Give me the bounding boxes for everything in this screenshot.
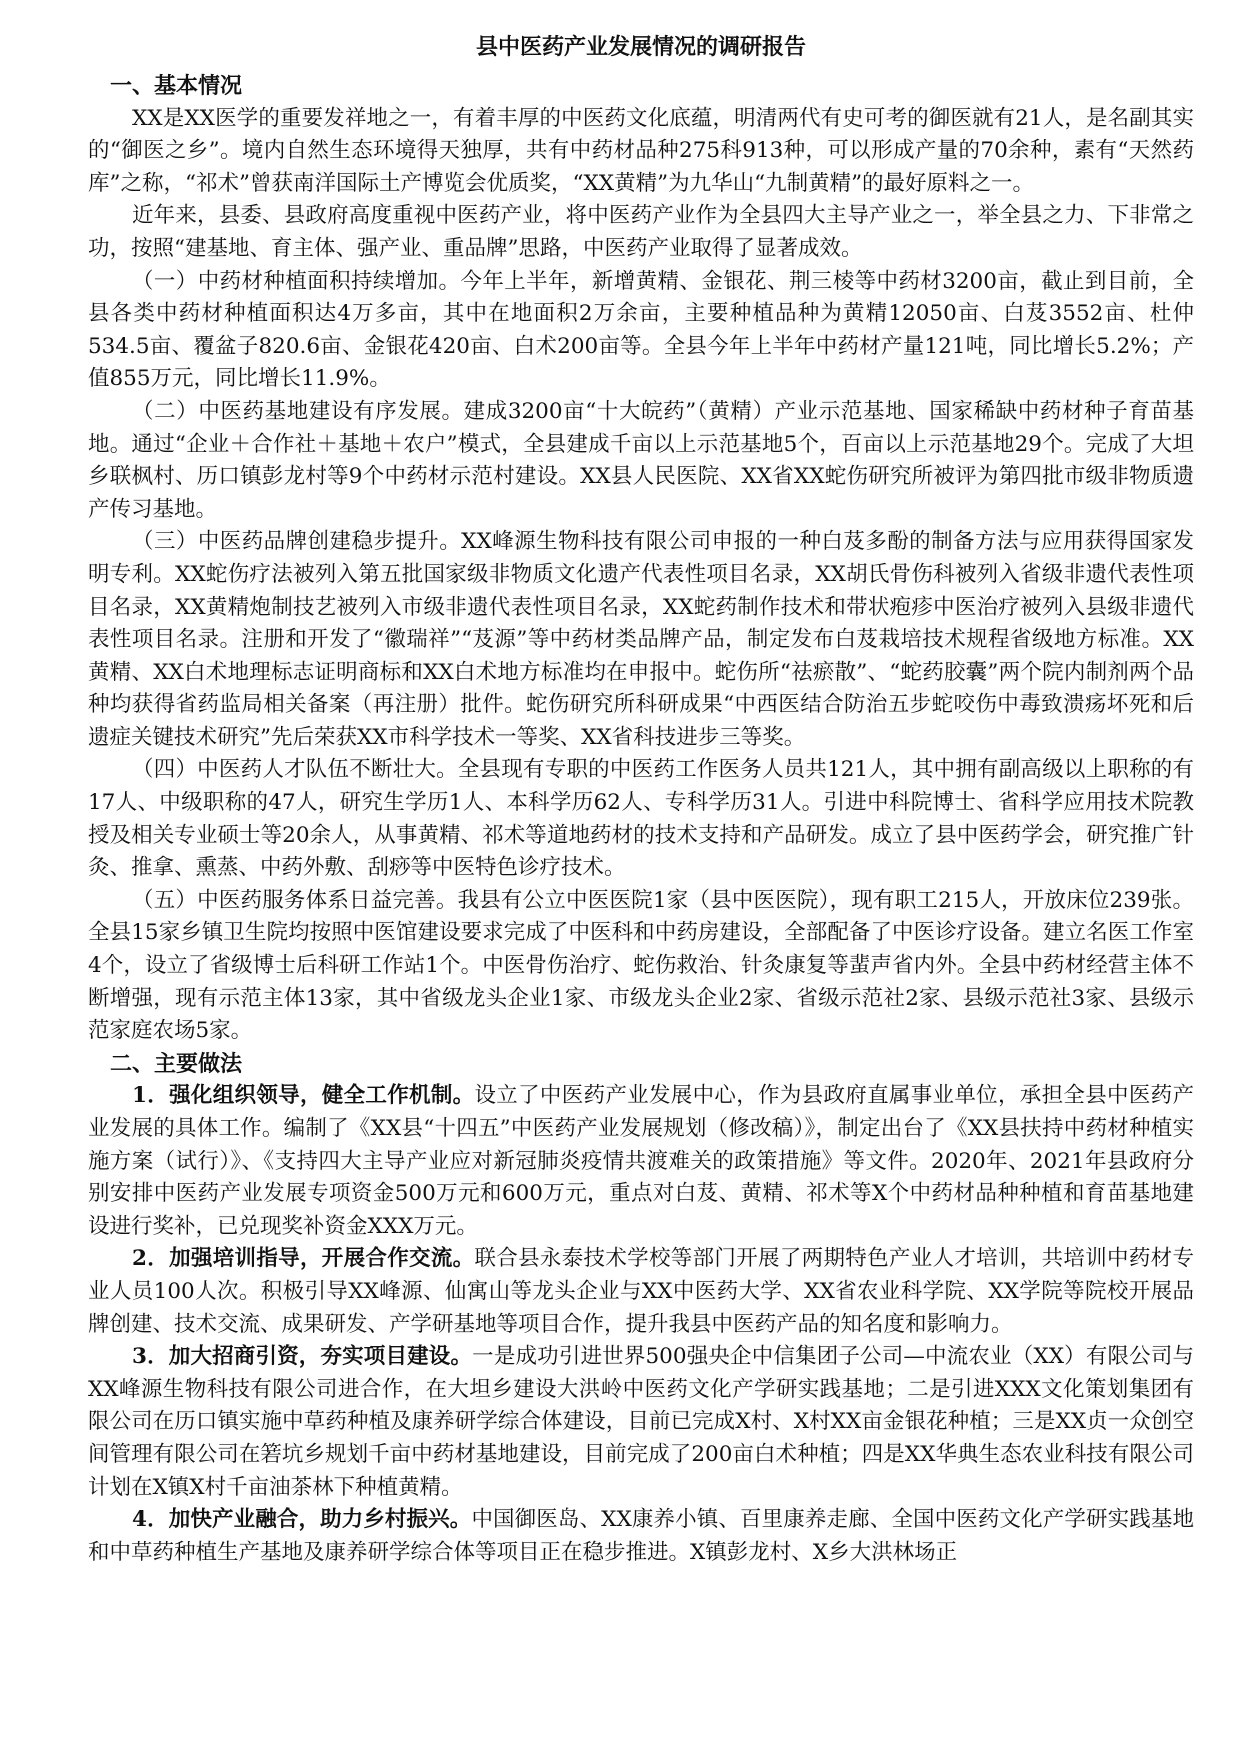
paragraph: XX是XX医学的重要发祥地之一，有着丰厚的中医药文化底蕴，明清两代有史可考的御医就有21人，是名副其实的“御医之乡”。境内自然生态环境得天独厚，共有中药材品种275科913种，可以形成产量的70余种，素有“天然药库”之称，“祁术”曾获南洋国际土产博览会优质奖，“XX黄精”为九华山“九制黄精”的最好原料之一。 [88, 105, 1194, 196]
paragraph: （二）中医药基地建设有序发展。建成3200亩“十大皖药”（黄精）产业示范基地、国家稀缺中药材种子育苗基地。通过“企业＋合作社＋基地＋农户”模式，全县建成千亩以上示范基地5个，百亩以上示范基地29个。完成了大坦乡联枫村、历口镇彭龙村等9个中药材示范村建设。XX县人民医院、XX省XX蛇伤研究所被评为第四批市级非物质遗产传习基地。 [88, 398, 1194, 522]
section-heading-basic: 一、基本情况 [110, 73, 243, 99]
measure-lead: 1．强化组织领导，健全工作机制。 [132, 1083, 475, 1109]
paragraph: （一）中药材种植面积持续增加。今年上半年，新增黄精、金银花、荆三棱等中药材3200亩，截止到目前，全县各类中药材种植面积达4万多亩，其中在地面积2万余亩，主要种植品种为黄精12050亩、白芨3552亩、杜仲534.5亩、覆盆子820.6亩、金银花420亩、白术200亩等。全县今年上半年中药材产量121吨，同比增长5.2%；产值855万元，同比增长11.9%。 [88, 268, 1194, 392]
measure-paragraph [88, 1080, 1194, 1243]
measure-body: 设立了中医药产业发展中心，作为县政府直属事业单位，承担全县中医药产业发展的具体工作。编制了《XX县“十四五”中医药产业发展规划（修改稿）》，制定出台了《XX县扶持中药材种植实施方案（试行）》、《支持四大主导产业应对新冠肺炎疫情共渡难关的政策措施》等文件。2020年、2021年县政府分别安排中医药产业发展专项资金500万元和600万元，重点对白芨、黄精、祁术等X个中药材品种种植和育苗基地建设进行奖补，已兑现奖补资金XXX万元。 [88, 1083, 1194, 1239]
measure-body: 中国御医岛、XX康养小镇、百里康养走廊、全国中医药文化产学研实践基地和中草药种植生产基地及康养研学综合体等项目正在稳步推进。X镇彭龙村、X乡大洪林场正 [88, 1507, 1194, 1565]
measure-lead: 4．加快产业融合，助力乡村振兴。 [132, 1507, 472, 1533]
measure-paragraph [88, 1504, 1194, 1569]
paragraph: （三）中医药品牌创建稳步提升。XX峰源生物科技有限公司申报的一种白芨多酚的制备方法与应用获得国家发明专利。XX蛇伤疗法被列入第五批国家级非物质文化遗产代表性项目名录，XX胡氏骨伤科被列入省级非遗代表性项目名录，XX黄精炮制技艺被列入市级非遗代表性项目名录，XX蛇药制作技术和带状疱疹中医治疗被列入县级非遗代表性项目名录。注册和开发了“徽瑞祥”“芨源”等中药材类品牌产品，制定发布白芨栽培技术规程省级地方标准。XX黄精、XX白术地理标志证明商标和XX白术地方标准均在申报中。蛇伤所“祛瘀散”、“蛇药胶囊”两个院内制剂两个品种均获得省药监局相关备案（再注册）批件。蛇伤研究所科研成果“中西医结合防治五步蛇咬伤中毒致溃疡坏死和后遗症关键技术研究”先后荣获XX市科学技术一等奖、XX省科技进步三等奖。 [88, 529, 1194, 750]
document-title: 县中医药产业发展情况的调研报告 [475, 34, 806, 60]
measure-paragraph [88, 1243, 1194, 1341]
paragraph: 近年来，县委、县政府高度重视中医药产业，将中医药产业作为全县四大主导产业之一，举全县之力、下非常之功，按照“建基地、育主体、强产业、重品牌”思路，中医药产业取得了显著成效。 [88, 203, 1194, 261]
measure-lead: 3．加大招商引资，夯实项目建设。 [132, 1344, 473, 1370]
document-page [88, 30, 1194, 1569]
measure-body: 联合县永泰技术学校等部门开展了两期特色产业人才培训，共培训中药材专业人员100人次。积极引导XX峰源、仙寓山等龙头企业与XX中医药大学、XX省农业科学院、XX学院等院校开展品牌创建、技术交流、成果研发、产学研基地等项目合作，提升我县中医药产品的知名度和影响力。 [88, 1246, 1194, 1337]
paragraph: （五）中医药服务体系日益完善。我县有公立中医医院1家（县中医医院），现有职工215人，开放床位239张。全县15家乡镇卫生院均按照中医馆建设要求完成了中医科和中药房建设，全部配备了中医诊疗设备。建立名医工作室4个，设立了省级博士后科研工作站1个。中医骨伤治疗、蛇伤救治、针灸康复等蜚声省内外。全县中药材经营主体不断增强，现有示范主体13家，其中省级龙头企业1家、市级龙头企业2家、省级示范社2家、县级示范社3家、县级示范家庭农场5家。 [88, 887, 1194, 1044]
section-heading-measures: 二、主要做法 [110, 1050, 243, 1077]
measure-lead: 2．加强培训指导，开展合作交流。 [132, 1246, 475, 1272]
paragraph: （四）中医药人才队伍不断壮大。全县现有专职的中医药工作医务人员共121人，其中拥有副高级以上职称的有17人、中级职称的47人，研究生学历1人、本科学历62人、专科学历31人。引进中科院博士、省科学应用技术院教授及相关专业硕士等20余人，从事黄精、祁术等道地药材的技术支持和产品研发。成立了县中医药学会，研究推广针灸、推拿、熏蒸、中药外敷、刮痧等中医特色诊疗技术。 [88, 757, 1194, 881]
measure-paragraph [88, 1341, 1194, 1504]
measure-body: 一是成功引进世界500强央企中信集团子公司—中流农业（XX）有限公司与XX峰源生物科技有限公司进合作，在大坦乡建设大洪岭中医药文化产学研实践基地；二是引进XXX文化策划集团有限公司在历口镇实施中草药种植及康养研学综合体建设，目前已完成X村、X村XX亩金银花种植；三是XX贞一众创空间管理有限公司在箬坑乡规划千亩中药材基地建设，目前完成了200亩白术种植；四是XX华典生态农业科技有限公司计划在X镇X村千亩油茶林下种植黄精。 [88, 1344, 1195, 1500]
